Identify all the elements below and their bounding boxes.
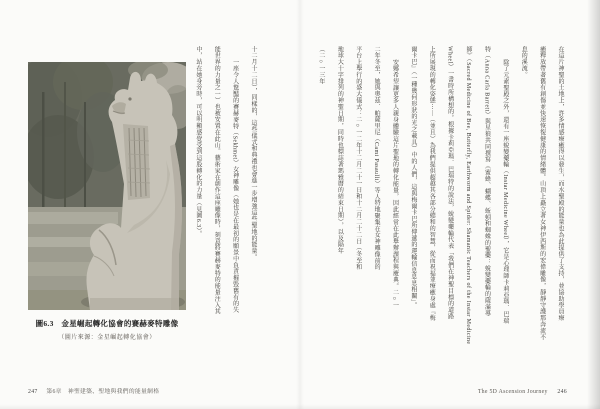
text-column: 安娜希望讓更多人親身體驗這片聖地的轉化能量，因此經常在此舉辦課程與慶典。二○一: [391, 59, 398, 309]
text-column: 二年冬至，她與奧茲．帕薩里尼（Cami Pasaulli）等人特地聚集在女神雕像前的: [373, 46, 380, 271]
text-column: 除了元素聖殿之外，還有一座蛻變藥輪（Instar Medicine Wheel），它是心理師卡莉亞瑪．巴瑞: [501, 59, 508, 325]
text-column: 特（Anna Carla Barrett）與星狼共同撰寫《蜜蜂、蝴蝶、蚯蚓和蜘蛛的聖藥：蛻變藥輪的薩滿導: [483, 46, 490, 317]
text-column: 在這片神聖的土地上，許多情感療癒得以發生，而水聖殿的能量也為此提供了支持，並協助學員療: [557, 46, 563, 322]
statue-photo-illustration: [28, 62, 186, 310]
right-page-number: 246: [557, 389, 567, 395]
text-column: 一座令人驚豔的賽赫麥特（Sekhmet）女神雕像（她也是在最初的願景中負責摧毀舊有的失: [231, 59, 238, 314]
text-column: 師》（Sacred Medicine of Bee, Butterfly, Earthworm and Spider: Shamanic Teachers of the Instar Medicine: [465, 46, 472, 345]
figure-caption-source: （圖片來源：金星崛起轉化協會）: [58, 335, 156, 341]
left-page-body-text: [188, 46, 262, 352]
text-column: 中，站在她身旁時，可以明顯感覺受到這股轉化的力量（見圖6.3）。: [194, 46, 201, 238]
scan-edge-shadow-bottom: [0, 404, 600, 409]
chapter-running-head: 第6章 神聖建築、聖地與我們的能量網格: [46, 389, 160, 395]
text-column: 十二月十二日），同樣的，這些儀式和典禮也會進一步增強這些聖地的能量。: [250, 46, 256, 261]
left-page-number: 247: [28, 389, 38, 395]
text-column: （二○一三年: [317, 46, 324, 85]
text-column: 平台上舉行的盛大儀式：二○一二年十二月二十一日和十二月二十二日（冬至和: [354, 46, 361, 270]
right-page: [300, 0, 600, 409]
text-column: Wheel）一書時所構想的。根據卡莉亞瑪．巴瑞特的說法，蛻變藥輪代表「我們在神聖目標的道路: [446, 46, 453, 320]
sekhmet-statue-photo: [28, 62, 186, 310]
book-title-running-foot: The 5D Ascension Journey: [477, 389, 548, 395]
text-column: 息的溪流。: [520, 46, 527, 78]
left-page-footer: [28, 386, 159, 395]
text-column: 爾卡巴』（一種幾何形狀的光之載具）中的人們，這與梅爾卡巴所傳遞的運輸信息息息相關」。: [409, 46, 416, 309]
text-column: 地球大十字排列的神聖日期，同時也標誌著瑪雅曆的結束日期），以及隔年: [336, 46, 343, 255]
right-page-body-text: [312, 46, 569, 380]
scan-edge-shadow-right: [587, 0, 600, 409]
text-column: 能世界的力量之一）也被安置在此山。藝術家在創作這座雕像時，刻意將賽赫麥特的能量注入其: [213, 46, 220, 315]
page-gutter-shadow: [296, 0, 304, 409]
text-column: 上所展現的轉化姿態⋯⋯（並且）為我們提供超越其各部分總和的智慧，從而祝福並療癒身處『梅: [428, 46, 435, 322]
figure-caption-title: 圖6.3 金星崛起轉化協會的賽赫麥特雕像: [35, 319, 179, 328]
right-page-footer: [478, 389, 567, 395]
text-column: 癒釋放帶著舊有創傷並快速恢復健康的情緒體。山頂上矗立著女神伊西斯的宏偉雕像，靜靜守護那奔流不: [538, 46, 545, 341]
figure-caption: [18, 318, 196, 341]
